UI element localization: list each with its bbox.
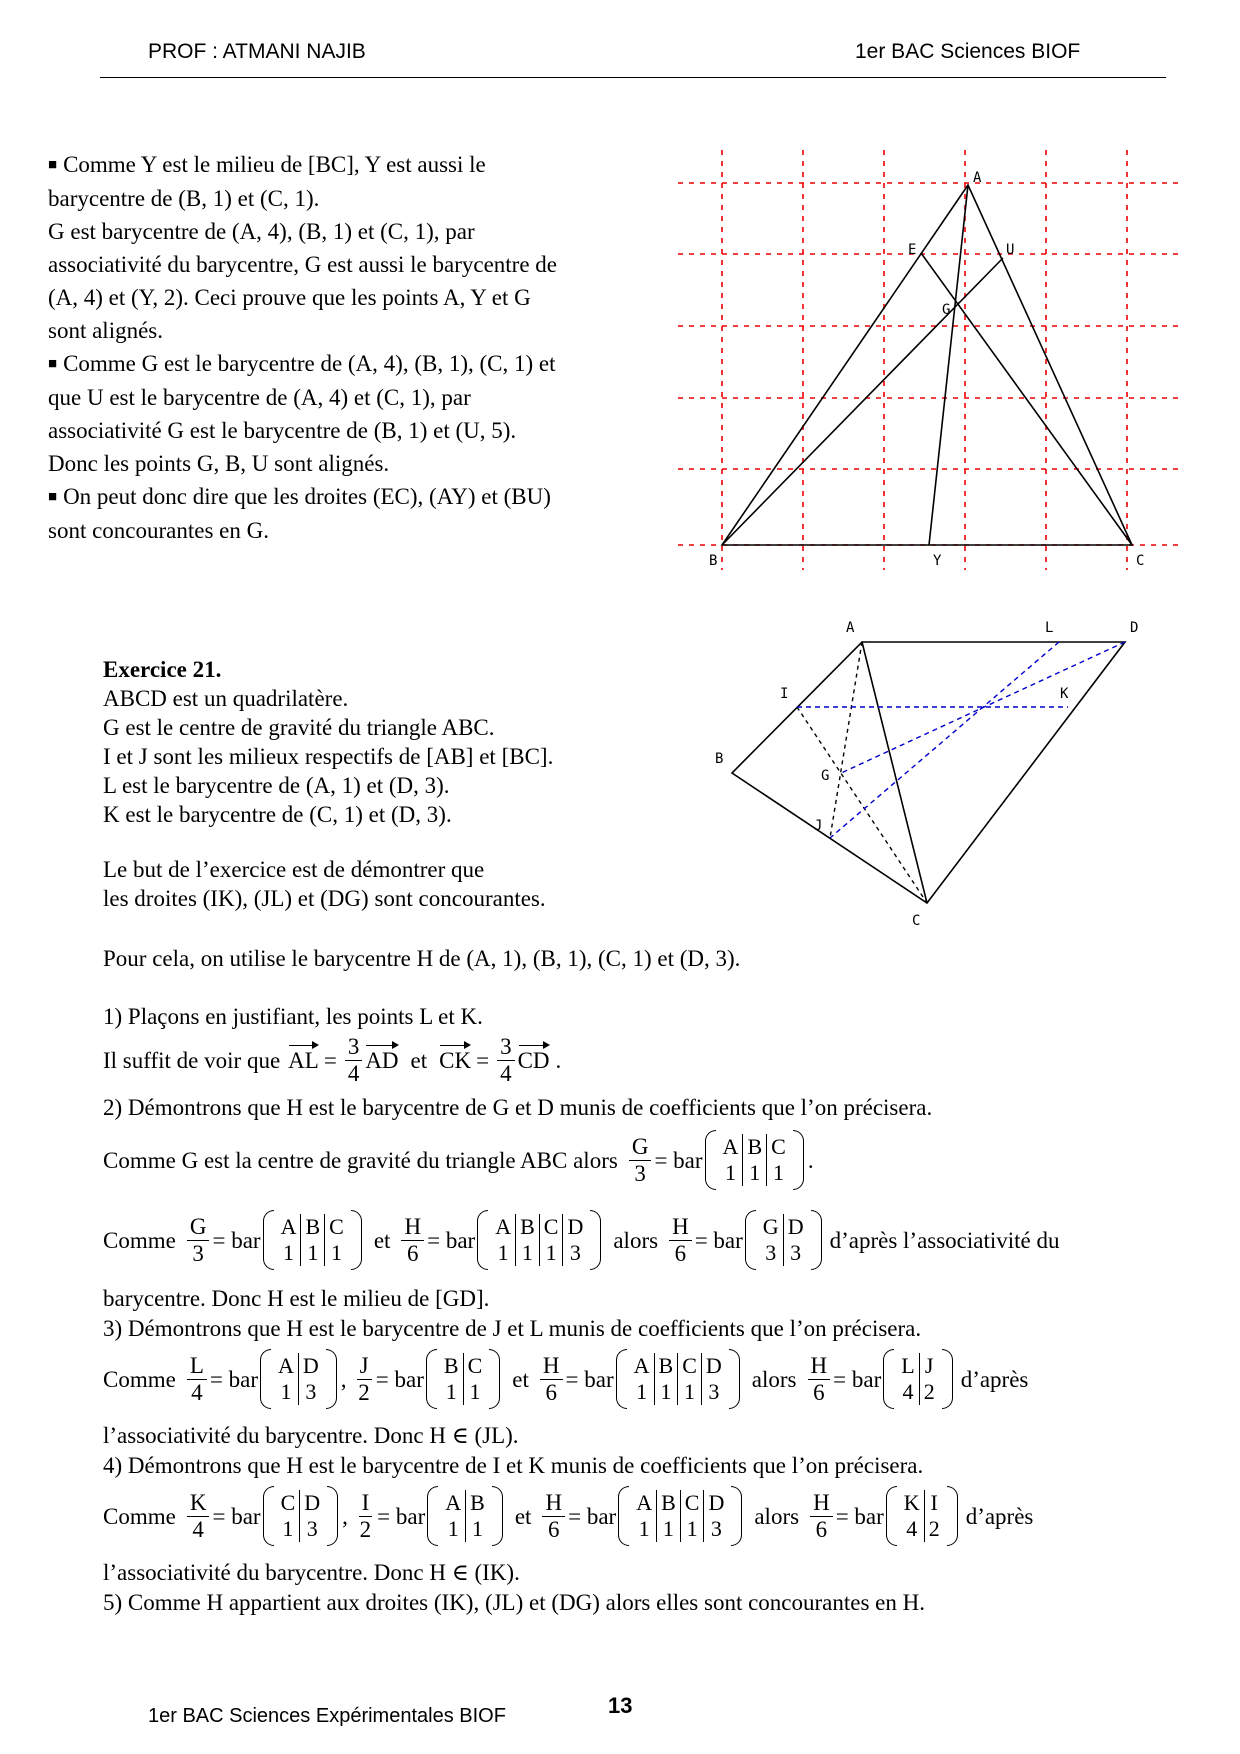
fraction-h-6: $\frac{H}{6}$: [540, 1353, 563, 1406]
fig2-label-a: A: [846, 620, 855, 636]
vector-cd: CD: [518, 1044, 550, 1077]
part1-p2: G est barycentre de (A, 4), (B, 1) et (C, 1), par associativité du barycentre, G est aussi le barycentre de (A, 4) et (Y, 2). Ceci prouve que les points A, Y et G sont alignés.: [48, 219, 557, 343]
period: .: [555, 1048, 562, 1073]
exercise-statement: [103, 655, 553, 829]
fraction-g-3: $\frac{G}{3}$: [187, 1214, 210, 1267]
fig1-label-a: A: [973, 170, 982, 186]
barycentre-matrix: C D 1 3: [263, 1486, 339, 1546]
part1-p1: Comme Y est le milieu de [BC], Y est aussi le barycentre de (B, 1) et (C, 1).: [48, 152, 486, 211]
fraction-l-4: $\frac{L}{4}$: [187, 1353, 207, 1406]
part1-p4: On peut donc dire que les droites (EC), (AY) et (BU) sont concourantes en G.: [48, 484, 551, 543]
fig2-label-k: K: [1060, 686, 1069, 702]
barycentre-matrix: A B C D 1 1 1 3: [477, 1210, 601, 1270]
exercise-method: Pour cela, on utilise le barycentre H de (A, 1), (B, 1), (C, 1) et (D, 3).: [103, 946, 741, 971]
fig2-label-d: D: [1130, 620, 1139, 636]
barycentre-matrix: A B C D 1 1 1 3: [618, 1486, 742, 1546]
vector-ck: CK: [439, 1044, 471, 1077]
footer-left: 1er BAC Sciences Expérimentales BIOF: [148, 1705, 506, 1727]
header-right: 1er BAC Sciences BIOF: [855, 40, 1081, 63]
equals-sign: =: [323, 1048, 337, 1073]
barycentre-matrix: B C 1 1: [426, 1349, 500, 1409]
q2-conclusion: barycentre. Donc H est le milieu de [GD].: [103, 1286, 490, 1311]
barycentre-matrix: K I 4 2: [886, 1486, 958, 1546]
fig2-label-b: B: [715, 751, 724, 767]
fraction: $\frac{3}{4}$: [345, 1034, 363, 1087]
exercise-goal: [103, 855, 546, 913]
fraction-h-6: $\frac{H}{6}$: [810, 1490, 833, 1543]
bullet-icon: ■: [48, 356, 58, 372]
vector-ad: AD: [365, 1044, 398, 1077]
fig1-label-u: U: [1006, 242, 1015, 258]
exercise-line: L est le barycentre de (A, 1) et (D, 3).: [103, 773, 450, 798]
fig1-label-c: C: [1136, 553, 1145, 569]
bullet-icon: ■: [48, 489, 58, 505]
q1-title: 1) Plaçons en justifiant, les points L et K.: [103, 1004, 483, 1029]
part1-p3: Comme G est le barycentre de (A, 4), (B, 1), (C, 1) et que U est le barycentre de (A, 4) et (C, 1), par associativité G est le barycentre de (B, 1) et (U, 5). Donc les points G, B, U sont alignés.: [48, 351, 556, 476]
fraction-k-4: $\frac{K}{4}$: [187, 1490, 210, 1543]
fig2-label-g: G: [821, 768, 830, 784]
exercise-line: ABCD est un quadrilatère.: [103, 686, 349, 711]
equals-sign: =: [476, 1048, 490, 1073]
part1-text: [48, 148, 568, 547]
fraction-j-2: $\frac{J}{2}$: [358, 1352, 370, 1405]
fraction: $\frac{3}{4}$: [497, 1034, 515, 1087]
q3-conclusion: l’associativité du barycentre. Donc H ∈ (JL).: [103, 1423, 519, 1448]
fig1-label-b: B: [709, 553, 718, 569]
fig2-label-j: J: [814, 818, 823, 834]
barycentre-matrix: A B C D 1 1 1 3: [616, 1349, 740, 1409]
barycentre-matrix: A B C 1 1 1: [263, 1210, 362, 1270]
exercise-title: Exercice 21.: [103, 657, 222, 682]
fraction-g-3: $\frac{G}{3}$: [629, 1134, 652, 1187]
fraction-h-6: $\frac{H}{6}$: [542, 1490, 565, 1543]
fig2-label-c: C: [912, 913, 921, 929]
bar-operator: bar: [673, 1147, 703, 1173]
q2-line2: Comme $\frac{G}{3}$ = bar A B C 1 1 1 et $\frac{H}{6}$ = bar A B C D 1 1 1 3 alors $\frac{H}{6}$ = bar G D 3 3 d’après l’associativité du: [103, 1210, 1060, 1270]
header-left: PROF : ATMANI NAJIB: [148, 40, 366, 63]
goal-line-2: les droites (IK), (JL) et (DG) sont concourantes.: [103, 886, 546, 911]
barycentre-matrix: A D 1 3: [260, 1349, 337, 1409]
exercise-line: I et J sont les milieux respectifs de [AB] et [BC].: [103, 744, 554, 769]
q2-title: 2) Démontrons que H est le barycentre de G et D munis de coefficients que l’on précisera.: [103, 1095, 933, 1120]
goal-line-1: Le but de l’exercice est de démontrer que: [103, 857, 485, 882]
q3-line: Comme $\frac{L}{4}$ = bar A D 1 3 , $\frac{J}{2}$ = bar B C 1 1 et $\frac{H}{6}$ = bar A B C D 1 1 1 3 alors $\frac{H}{6}$ = bar L J 4 2 d’après: [103, 1349, 1028, 1409]
q1-text: Il suffit de voir que: [103, 1048, 281, 1073]
barycentre-matrix: G D 3 3: [745, 1210, 822, 1270]
q4-conclusion: l’associativité du barycentre. Donc H ∈ (IK).: [103, 1560, 520, 1585]
q1-equation: [103, 1034, 561, 1087]
fig1-label-e: E: [908, 242, 917, 258]
figure-quadrilateral: [700, 615, 1150, 930]
q4-line: Comme $\frac{K}{4}$ = bar C D 1 3 , $\frac{I}{2}$ = bar A B 1 1 et $\frac{H}{6}$ = bar A B C D 1 1 1 3 alors $\frac{H}{6}$ = bar K I 4 2 d’après: [103, 1486, 1033, 1546]
barycentre-matrix: L J 4 2: [883, 1349, 952, 1409]
vector-al: AL: [288, 1044, 319, 1077]
fig2-label-i: I: [780, 686, 789, 702]
figure-triangle-grid: [670, 145, 1190, 575]
fig2-label-l: L: [1045, 620, 1054, 636]
fig1-label-g: G: [942, 302, 951, 318]
q3-title: 3) Démontrons que H est le barycentre de J et L munis de coefficients que l’on précisera.: [103, 1316, 922, 1341]
fraction-h-6: $\frac{H}{6}$: [401, 1214, 424, 1267]
q5-text: 5) Comme H appartient aux droites (IK), (JL) et (DG) alors elles sont concourantes en H.: [103, 1590, 926, 1615]
fig1-label-y: Y: [933, 553, 942, 569]
barycentre-matrix: A B 1 1: [427, 1486, 503, 1546]
bullet-icon: ■: [48, 157, 58, 173]
page-number: 13: [608, 1693, 633, 1718]
header-rule: [100, 77, 1166, 78]
exercise-line: K est le barycentre de (C, 1) et (D, 3).: [103, 802, 452, 827]
q2-line1-text: Comme G est la centre de gravité du triangle ABC alors: [103, 1147, 618, 1173]
and-text: et: [410, 1048, 428, 1073]
comme-text: Comme: [103, 1227, 176, 1253]
fraction-i-2: $\frac{I}{2}$: [359, 1489, 372, 1542]
exercise-line: G est le centre de gravité du triangle ABC.: [103, 715, 495, 740]
q2-line1: Comme G est la centre de gravité du triangle ABC alors $\frac{G}{3}$ = bar A B C 1 1 1 .: [103, 1130, 814, 1190]
fraction-h-6: $\frac{H}{6}$: [669, 1214, 692, 1267]
fraction-h-6: $\frac{H}{6}$: [808, 1353, 831, 1406]
q4-title: 4) Démontrons que H est le barycentre de I et K munis de coefficients que l’on précisera.: [103, 1453, 924, 1478]
barycentre-matrix: A B C 1 1 1: [705, 1130, 804, 1190]
